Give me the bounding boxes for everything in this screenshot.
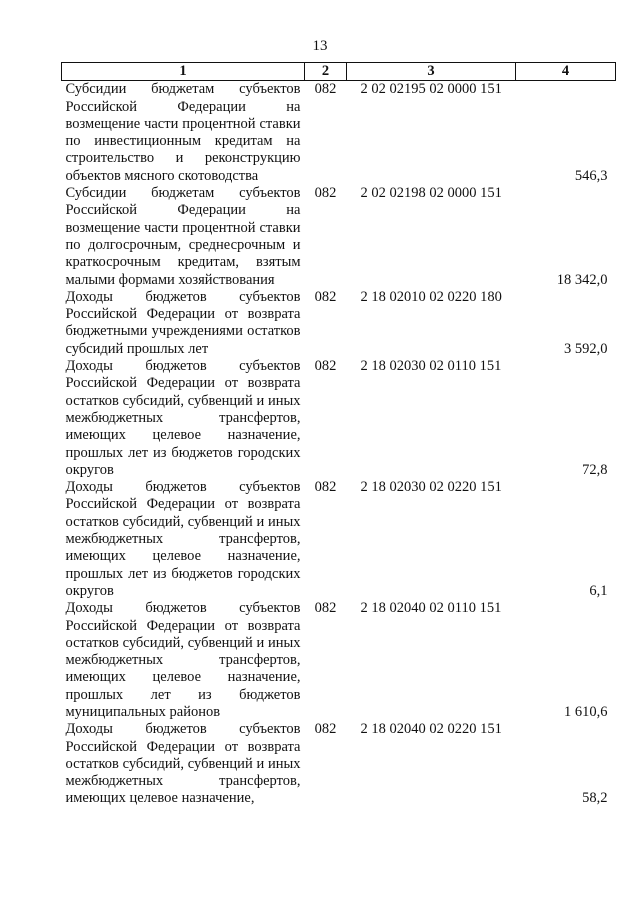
table-row xyxy=(62,81,616,185)
row-admin-code: 082 xyxy=(314,185,337,202)
row-amount: 58,2 xyxy=(582,790,608,807)
row-amount: 18 342,0 xyxy=(556,271,608,288)
row-admin-code: 082 xyxy=(314,81,337,98)
budget-revenue-table xyxy=(61,62,616,808)
row-amount: 72,8 xyxy=(582,461,608,478)
row-admin-code: 082 xyxy=(314,358,337,375)
table-row xyxy=(62,185,616,289)
row-description: Доходы бюджетов субъектов Российской Федерации от возврата остатков субсидий, субвенций и иных межбюджетных трансфертов, имеющих целевое назначение, прошлых лет из бюджетов городских округов xyxy=(65,479,301,599)
row-admin-code: 082 xyxy=(314,600,337,617)
table-row xyxy=(62,479,616,600)
row-amount: 546,3 xyxy=(574,167,608,184)
row-budget-code: 2 18 02040 02 0110 151 xyxy=(360,600,502,617)
row-budget-code: 2 02 02195 02 0000 151 xyxy=(360,81,502,98)
column-header-1: 1 xyxy=(62,63,305,81)
table-header-row xyxy=(62,63,616,81)
row-budget-code: 2 18 02040 02 0220 151 xyxy=(360,721,502,738)
column-header-3: 3 xyxy=(347,63,516,81)
row-budget-code: 2 18 02030 02 0110 151 xyxy=(360,358,502,375)
row-description: Субсидии бюджетам субъектов Российской Федерации на возмещение части процентной ставки по долгосрочным, среднесрочным и краткосрочным кредитам, взятым малыми формами хозяйствования xyxy=(65,185,301,288)
column-header-2: 2 xyxy=(305,63,347,81)
row-admin-code: 082 xyxy=(314,721,337,738)
row-budget-code: 2 18 02030 02 0220 151 xyxy=(360,479,502,496)
table-row xyxy=(62,721,616,807)
table-row xyxy=(62,600,616,721)
table-row xyxy=(62,289,616,358)
row-budget-code: 2 02 02198 02 0000 151 xyxy=(360,185,502,202)
row-amount: 6,1 xyxy=(589,582,608,599)
row-description: Доходы бюджетов субъектов Российской Федерации от возврата остатков субсидий, субвенций и иных межбюджетных трансфертов, имеющих целевое назначение, прошлых лет из бюджетов муниципальных районов xyxy=(65,600,301,720)
column-header-4: 4 xyxy=(516,63,616,81)
page-number: 13 xyxy=(312,38,328,54)
row-description: Доходы бюджетов субъектов Российской Федерации от возврата остатков субсидий, субвенций и иных межбюджетных трансфертов, имеющих целевое назначение, прошлых лет из бюджетов городских округов xyxy=(65,358,301,478)
row-description: Доходы бюджетов субъектов Российской Федерации от возврата бюджетными учреждениями остатков субсидий прошлых лет xyxy=(65,288,301,357)
row-admin-code: 082 xyxy=(314,288,337,305)
row-description: Доходы бюджетов субъектов Российской Федерации от возврата остатков субсидий, субвенций и иных межбюджетных трансфертов, имеющих целевое назначение, xyxy=(65,721,301,807)
row-amount: 3 592,0 xyxy=(564,340,608,357)
row-admin-code: 082 xyxy=(314,479,337,496)
row-budget-code: 2 18 02010 02 0220 180 xyxy=(360,288,502,305)
row-amount: 1 610,6 xyxy=(564,703,608,720)
table-row xyxy=(62,358,616,479)
row-description: Субсидии бюджетам субъектов Российской Федерации на возмещение части процентной ставки по инвестиционным кредитам на строительство и реконструкцию объектов мясного скотоводства xyxy=(65,81,301,184)
